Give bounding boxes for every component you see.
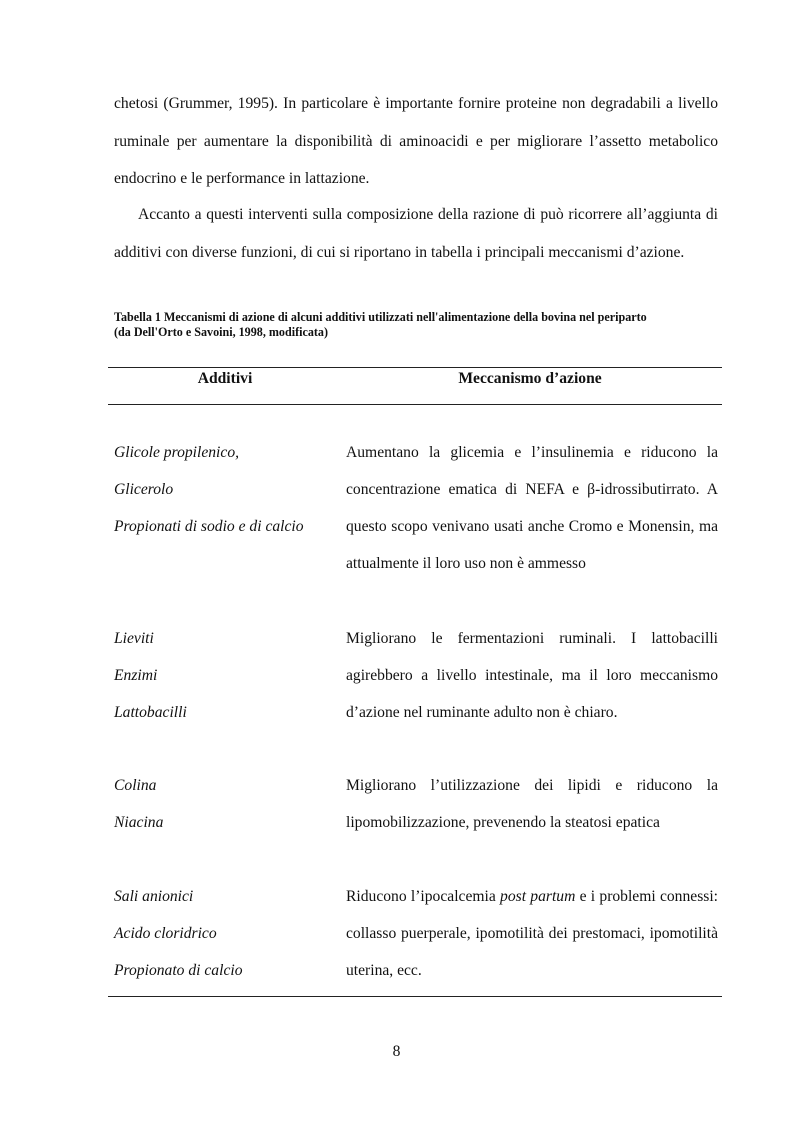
- table-top-rule: [108, 367, 722, 368]
- mechanism-text-post: e i problemi connessi: collasso puerperale, ipomotilità dei prestomaci, ipomotilità uterina, ecc.: [346, 888, 718, 979]
- body-paragraph-1: chetosi (Grummer, 1995). In particolare è importante fornire proteine non degradabili a livello ruminale per aumentare la disponibilità di aminoacidi e per migliorare l’assetto metabolico endocrino e le performance in lattazione.: [114, 95, 718, 187]
- table-bottom-rule: [108, 996, 722, 997]
- additive-item: Propionati di sodio e di calcio: [114, 518, 304, 535]
- additive-item: Enzimi: [114, 667, 158, 684]
- additives-cell: [114, 878, 334, 989]
- mechanism-text-emphasis: post partum: [500, 888, 576, 905]
- mechanism-cell: Migliorano le fermentazioni ruminali. I lattobacilli agirebbero a livello intestinale, ma il loro meccanismo d’azione nel ruminante adulto non è chiaro.: [346, 630, 718, 721]
- mechanism-cell: Aumentano la glicemia e l’insulinemia e riducono la concentrazione ematica di NEFA e β-idrossibutirrato. A questo scopo venivano usati anche Cromo e Monensin, ma attualmente il loro uso non è ammesso: [346, 444, 718, 572]
- table-header-rule: [108, 404, 722, 405]
- additives-cell: [114, 434, 334, 545]
- additive-item: Niacina: [114, 814, 164, 831]
- additive-item: Glicole propilenico,: [114, 444, 240, 461]
- additive-item: Propionato di calcio: [114, 962, 243, 979]
- mechanism-text-pre: Riducono l’ipocalcemia: [346, 888, 501, 905]
- additive-item: Lattobacilli: [114, 704, 187, 721]
- additive-item: Sali anionici: [114, 888, 194, 905]
- table-caption: [114, 310, 724, 340]
- additive-item: Colina: [114, 777, 157, 794]
- additives-cell: [114, 620, 334, 731]
- body-paragraph-2: Accanto a questi interventi sulla composizione della razione di può ricorrere all’aggiunta di additivi con diverse funzioni, di cui si riportano in tabella i principali meccanismi d’azione.: [114, 206, 718, 261]
- header-meccanismo: Meccanismo d’azione: [458, 370, 602, 387]
- additive-item: Glicerolo: [114, 481, 174, 498]
- additive-item: Lieviti: [114, 630, 154, 647]
- mechanism-cell: Migliorano l’utilizzazione dei lipidi e riducono la lipomobilizzazione, prevenendo la steatosi epatica: [346, 777, 718, 831]
- additives-cell: [114, 767, 334, 841]
- header-additivi: Additivi: [197, 370, 253, 387]
- table-caption-source: (da Dell'Orto e Savoini, 1998, modificata): [114, 325, 328, 339]
- table-caption-title: Tabella 1 Meccanismi di azione di alcuni additivi utilizzati nell'alimentazione della bovina nel periparto: [114, 310, 647, 324]
- additive-item: Acido cloridrico: [114, 925, 217, 942]
- mechanism-cell: [346, 878, 718, 989]
- page-number: 8: [392, 1043, 401, 1060]
